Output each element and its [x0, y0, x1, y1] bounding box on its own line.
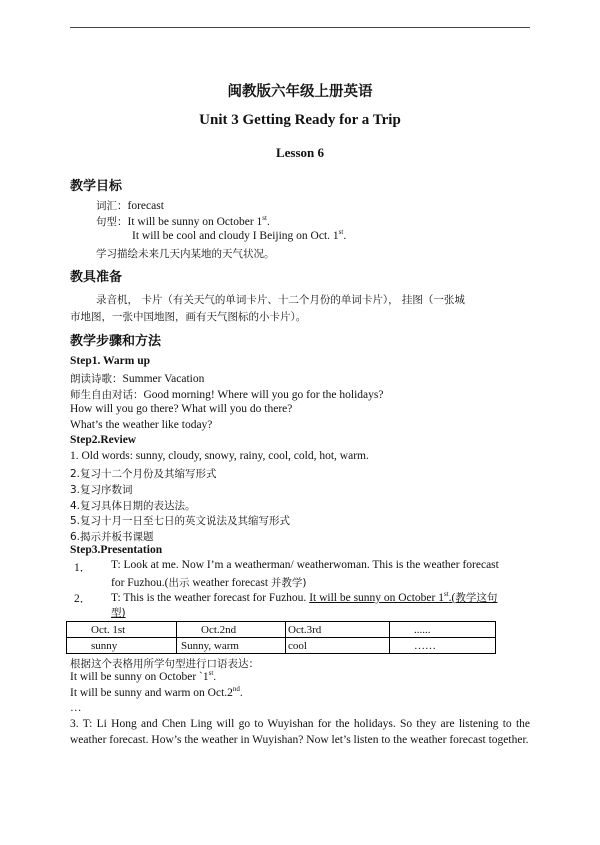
example-1-text: It will be sunny on October `1	[70, 671, 209, 683]
table-cell: Oct.3rd	[286, 622, 390, 638]
table-cell: sunny	[67, 638, 177, 654]
p2-number: 2．	[74, 593, 92, 605]
step2-item: 5.复习十月一日至七日的英文说法及其缩写形式	[70, 515, 291, 527]
p2-underlined	[309, 592, 497, 604]
p1-line-1: T: Look at me. Now I’m a weatherman/ weatherwoman. This is the weather forecast	[111, 559, 499, 571]
steps-heading: 教学步骤和方法	[70, 334, 162, 349]
pattern-2-end: .	[343, 230, 347, 242]
pattern-1-text: It will be sunny on October 1	[127, 216, 263, 228]
step3-title: Step3.Presentation	[70, 544, 163, 556]
step2-item: 6.揭示并板书课题	[70, 531, 154, 543]
table-row	[67, 622, 496, 638]
step2-title: Step2.Review	[70, 434, 137, 446]
pattern-1-sup: st	[262, 214, 267, 223]
step1-line-3: How will you go there? What will you do there?	[70, 403, 293, 415]
step1-line-2	[70, 387, 383, 402]
table-cell: ……	[390, 638, 496, 654]
tools-line-2: 市地图，一张中国地图，画有天气图标的小卡片）。	[70, 311, 307, 323]
p2-ul-text: It will be sunny on October 1	[309, 592, 444, 604]
step1-title: Step1. Warm up	[70, 355, 150, 367]
pattern-line-1	[96, 214, 270, 229]
pattern-1-end: .	[266, 216, 270, 228]
p2-line-2: 型)	[111, 607, 126, 619]
p2-line-1	[111, 590, 497, 605]
weather-forecast-table	[66, 621, 496, 654]
example-sentence-2	[70, 687, 243, 699]
p1-line-2-en2: weather forecast	[189, 577, 271, 589]
example-sentence-1	[70, 671, 216, 683]
p2-ul-cn: 教学这句	[455, 592, 498, 604]
step1-line-4: What’s the weather like today?	[70, 419, 213, 431]
tools-line-1: 录音机， 卡片（有关天气的单词卡片、十二个月份的单词卡片）， 挂图（一张城	[96, 294, 465, 306]
example-2-sup: nd	[232, 685, 240, 694]
step2-item: 2.复习十二个月份及其缩写形式	[70, 468, 217, 480]
vocab-label: 词汇：	[96, 200, 128, 212]
step2-item: 3.复习序数词	[70, 484, 133, 496]
document-title: 闽教版六年级上册英语	[227, 84, 373, 100]
p1-line-2	[111, 575, 307, 590]
pattern-label: 句型：	[96, 216, 128, 228]
step1-line-2-cn: 师生自由对话：	[70, 389, 144, 401]
p1-line-2-en: for Fuzhou.(	[111, 577, 169, 589]
goals-heading: 教学目标	[70, 179, 123, 194]
table-cell: Oct. 1st	[67, 622, 177, 638]
step2-item: 4.复习具体日期的表达法。	[70, 500, 196, 512]
p1-line-2-cn: 出示	[168, 577, 190, 589]
example-1-sup: st	[208, 669, 214, 678]
table-row	[67, 638, 496, 654]
pattern-line-2	[132, 230, 346, 242]
step1-line-2-en: Good morning! Where will you go for the holidays?	[143, 389, 384, 401]
step1-line-1-cn: 朗读诗歌：	[70, 373, 123, 385]
table-cell: Oct.2nd	[177, 622, 286, 638]
lesson-title: Lesson 6	[275, 145, 325, 160]
p1-line-2-cn2: 并教学)	[270, 577, 307, 589]
table-instruction: 根据这个表格用所学句型进行口语表达：	[70, 658, 259, 670]
example-1-end: .	[213, 671, 217, 683]
step2-item: 1. Old words: sunny, cloudy, snowy, rainy, cool, cold, hot, warm.	[70, 450, 369, 462]
pattern-2-sup: st	[338, 228, 344, 237]
example-2-text: It will be sunny and warm on Oct.2	[70, 687, 233, 699]
table-cell: Sunny, warm	[177, 638, 286, 654]
step1-line-1	[70, 371, 204, 386]
goal-describe: 学习描绘未来几天内某地的天气状况。	[96, 248, 275, 260]
table-cell: ......	[390, 622, 496, 638]
p1-number: 1．	[74, 562, 92, 574]
header-rule	[70, 27, 530, 28]
tools-heading: 教具准备	[70, 270, 123, 285]
presentation-paragraph-3: 3. T: Li Hong and Chen Ling will go to Wuyishan for the holidays. So they are listening to the weather forecast. How’s the weather in Wuyishan? Now let’s listen to the weather forecast together.	[70, 718, 530, 746]
vocab-line	[96, 198, 164, 213]
pattern-2-text: It will be cool and cloudy I Beijing on Oct. 1	[132, 230, 339, 242]
ellipsis: …	[70, 702, 82, 714]
step1-line-1-en: Summer Vacation	[122, 373, 205, 385]
example-2-end: .	[239, 687, 243, 699]
vocab-value: forecast	[127, 200, 164, 212]
unit-title: Unit 3 Getting Ready for a Trip	[199, 112, 401, 128]
p2-ul-sup: st	[443, 590, 449, 599]
p2-text: T: This is the weather forecast for Fuzhou.	[111, 592, 307, 604]
table-cell: cool	[286, 638, 390, 654]
p2-ul-end: .(	[448, 592, 456, 604]
